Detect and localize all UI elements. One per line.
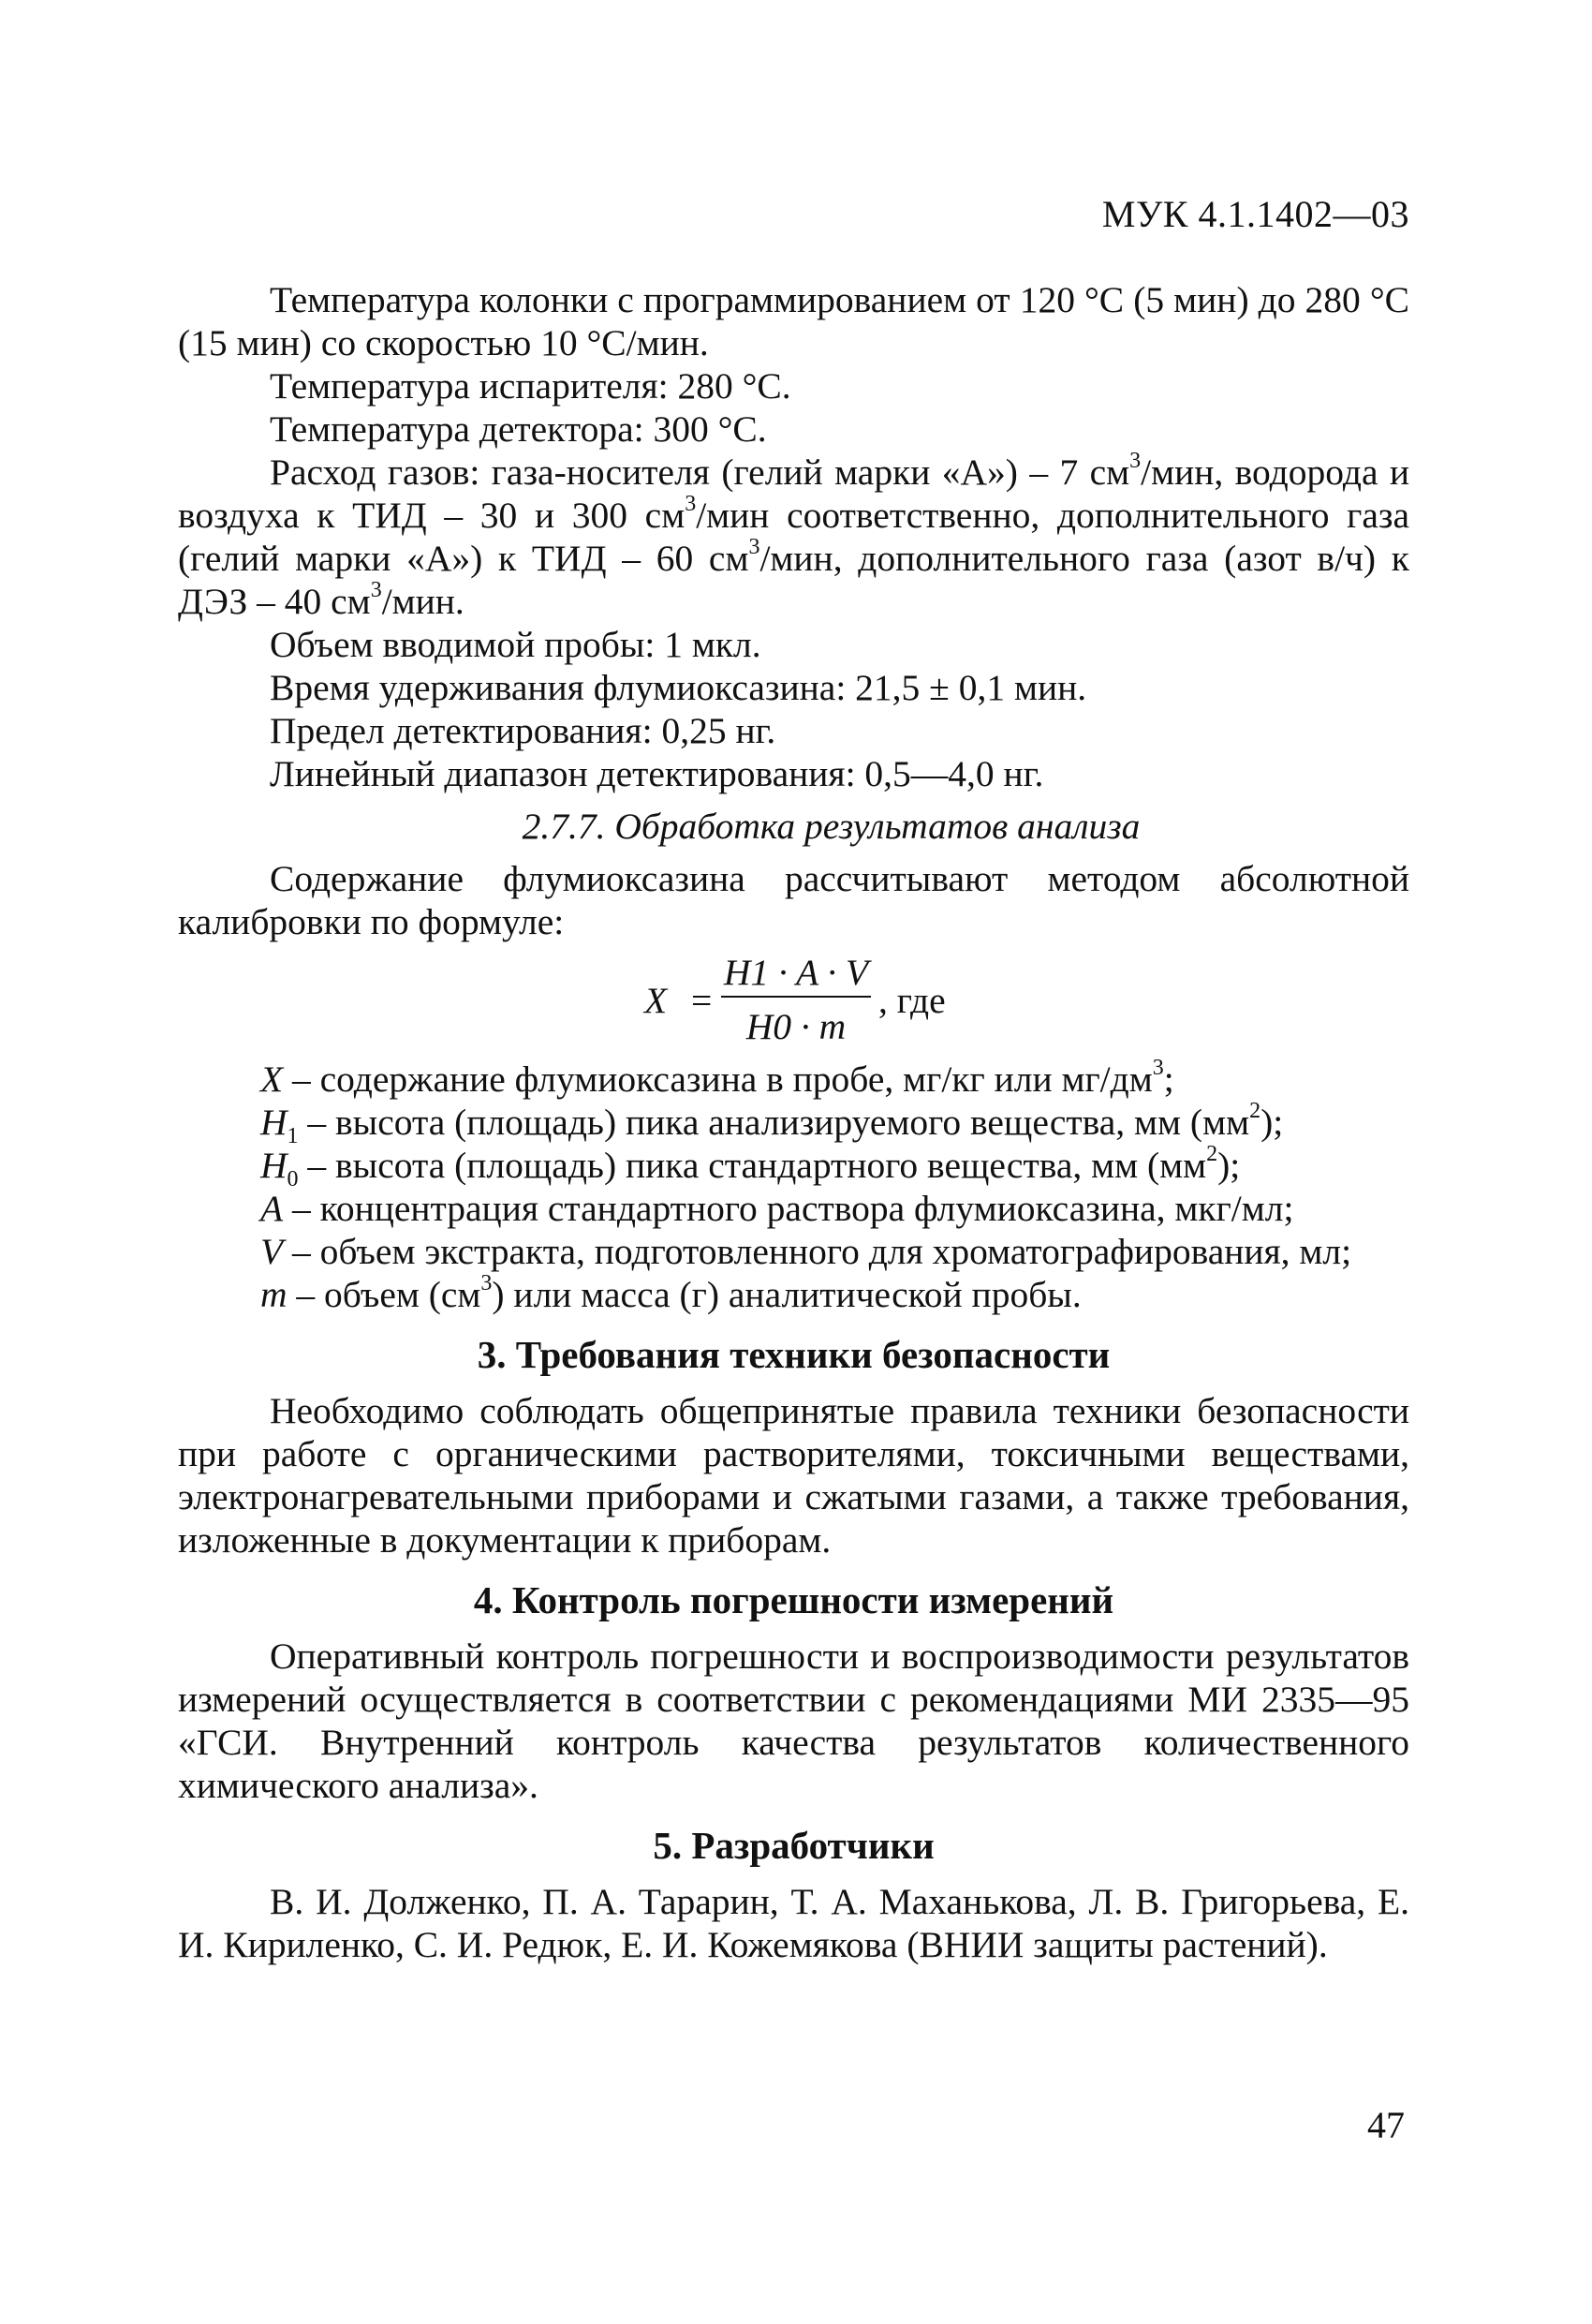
section-5-text: В. И. Долженко, П. А. Тарарин, Т. А. Маханькова, Л. В. Григорьева, Е. И. Кириленко, С. И. Редюк, Е. И. Кожемякова (ВНИИ защиты растений). [178, 1881, 1409, 1965]
variable-h0: $H_0$ – высота (площадь) пика стандартного вещества, мм $(мм^2)$; [260, 1141, 1241, 1192]
param-detection-limit: Предел детектирования: 0,25 нг. [270, 710, 776, 751]
section-3-title: 3. Требования техники безопасности [477, 1333, 1111, 1376]
variable-m: m – объем $(см^3)$ или масса (г) аналитической пробы. [260, 1270, 1082, 1315]
subsection-title-277: 2.7.7. Обработка результатов анализа [522, 806, 1141, 847]
variable-v: V – объем экстракта, подготовленного для хроматографирования, мл; [260, 1231, 1352, 1272]
section-3-text: Необходимо соблюдать общепринятые правила техники безопасности при работе с органическими растворителями, токсичными веществами, электронагревательными приборами и сжатыми газами, а также требования, изложенные в документации к приборам. [178, 1390, 1409, 1561]
param-gas-flow: Расход газов: газа-носителя (гелий марки «А») – 7 $см^3$/мин, водорода и воздуха к ТИД – 30 и 300 $см^3$/мин соответственно, дополнительного газа (гелий марки «А») к ТИД – 60 $см^3$/мин, дополнительного газа (азот в/ч) к ДЭЗ – 40 $см^3$/мин. [178, 448, 1409, 622]
param-linear-range: Линейный диапазон детектирования: 0,5—4,0 нг. [270, 753, 1044, 794]
section-4-text: Оперативный контроль погрешности и воспроизводимости результатов измерений осуществляется в соответствии с рекомендациями МИ 2335—95 «ГСИ. Внутренний контроль качества результатов количественного химического анализа». [178, 1636, 1409, 1806]
document-body [178, 278, 1409, 1966]
variable-definitions [178, 1055, 1409, 1316]
formula-where: , где [878, 980, 946, 1021]
formula-denominator: H0 · m [745, 1006, 847, 1047]
document-code-header: МУК 4.1.1402—03 [1101, 193, 1409, 235]
param-evaporator-temperature: Температура испарителя: 280 °С. [270, 365, 791, 407]
param-detector-temperature: Температура детектора: 300 °С. [270, 408, 767, 450]
calculation-intro: Содержание флумиоксазина рассчитывают методом абсолютной калибровки по формуле: [178, 858, 1409, 942]
variable-a: A – концентрация стандартного раствора флумиоксазина, мкг/мл; [260, 1188, 1294, 1229]
variable-h1: $H_1$ – высота (площадь) пика анализируемого вещества, мм $(мм^2)$; [260, 1098, 1284, 1148]
calculation-formula [178, 951, 1409, 1052]
formula-numerator: H1 · A · V [723, 952, 869, 993]
formula-equals: = [691, 980, 713, 1021]
param-column-temperature: Температура колонки с программированием от 120 °С (5 мин) до 280 °С (15 мин) со скоростью 10 °С/мин. [178, 279, 1409, 363]
page-number: 47 [1367, 2104, 1405, 2146]
variable-x: X – содержание флумиоксазина в пробе, мг/кг или $мг/дм^3$; [260, 1055, 1174, 1100]
param-sample-volume: Объем вводимой пробы: 1 мкл. [270, 624, 761, 665]
section-4-title: 4. Контроль погрешности измерений [473, 1578, 1114, 1621]
formula-lhs: X [644, 980, 668, 1021]
section-5-title: 5. Разработчики [653, 1824, 935, 1867]
param-retention-time: Время удерживания флумиоксазина: 21,5 ± 0,1 мин. [270, 667, 1087, 708]
formula-fraction-line [721, 996, 871, 998]
